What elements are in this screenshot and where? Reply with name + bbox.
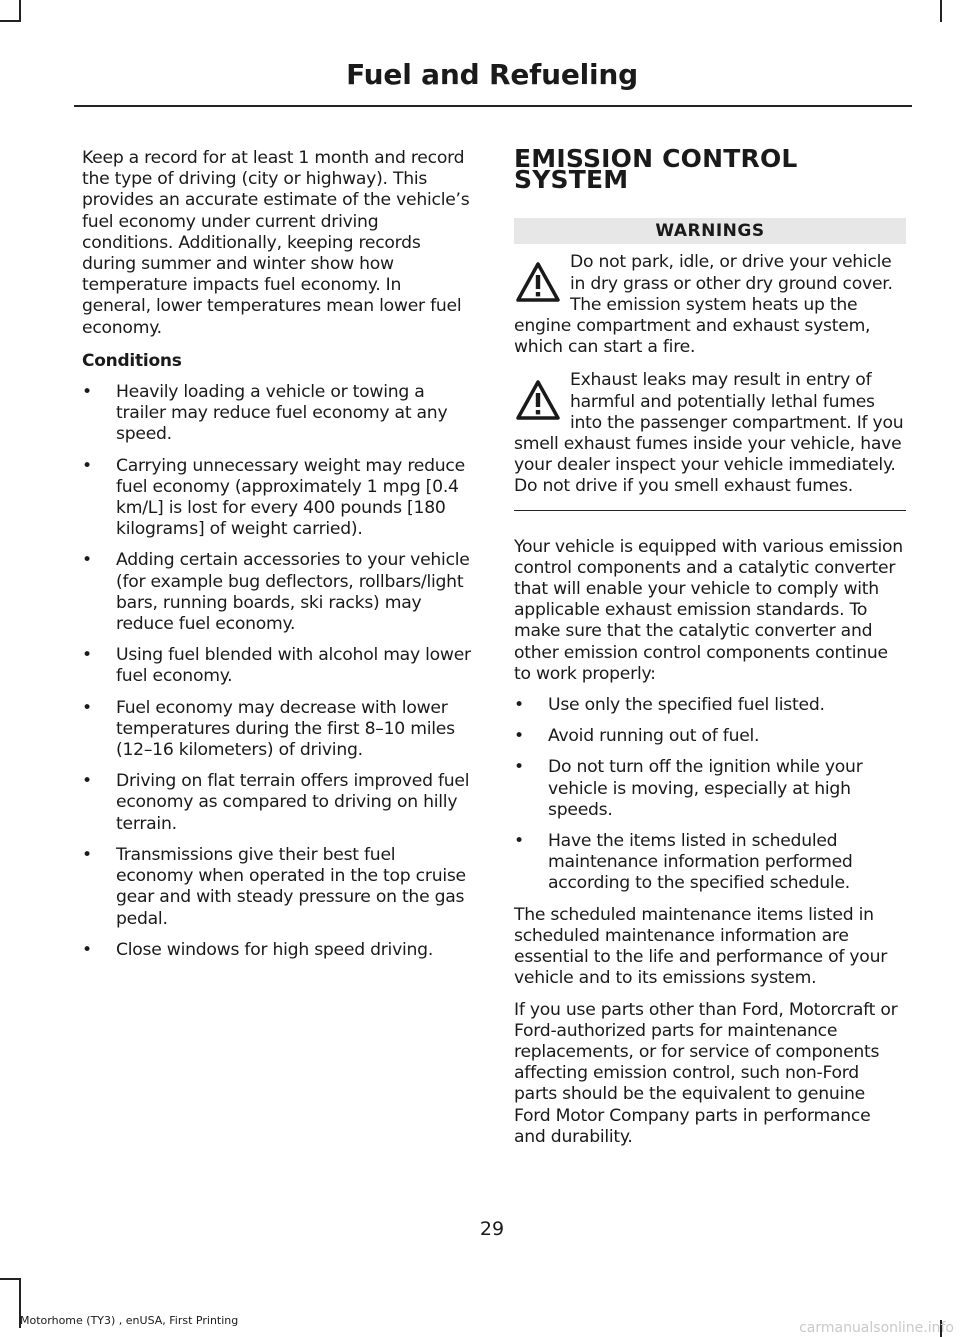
list-item: • Fuel economy may decrease with lower temperatures during the first 8–10 miles (12–16 kilometers) of driving. xyxy=(82,697,455,761)
bullet: • xyxy=(82,697,92,718)
bullet: • xyxy=(514,726,524,747)
bullet: • xyxy=(514,757,524,778)
warnings-divider xyxy=(514,510,906,511)
left-column xyxy=(82,148,474,971)
conditions-list xyxy=(82,382,474,961)
crop-mark-top-right xyxy=(940,0,942,22)
bullet: • xyxy=(82,550,92,571)
warning-text: Do not park, idle, or drive your vehicle in dry grass or other dry ground cover. The emission system heats up the engine compartment and exhaust system, which can start a fire. xyxy=(514,252,893,358)
bullet: • xyxy=(82,455,92,476)
footer-text: Motorhome (TY3) , enUSA, First Printing xyxy=(20,1314,239,1327)
page-number: 29 xyxy=(479,1218,505,1240)
warning-triangle-icon xyxy=(514,376,562,424)
bullet: • xyxy=(82,382,92,403)
bullet: • xyxy=(82,939,92,960)
crop-mark-bottom-left-h xyxy=(0,1278,21,1280)
bullet: • xyxy=(82,645,92,666)
emission-list xyxy=(514,695,906,895)
warning-triangle-icon xyxy=(514,258,562,306)
list-item: • Close windows for high speed driving. xyxy=(82,939,434,960)
conditions-heading: Conditions xyxy=(82,350,182,371)
list-item: • Have the items listed in scheduled maintenance information performed according to the specified schedule. xyxy=(514,831,853,894)
warning-block xyxy=(514,370,906,497)
list-item: • Heavily loading a vehicle or towing a trailer may reduce fuel economy at any speed. xyxy=(82,382,448,445)
watermark: carmanualsonline.info xyxy=(799,1320,954,1336)
bullet: • xyxy=(514,831,524,852)
right-column xyxy=(514,144,906,1158)
list-item: • Do not turn off the ignition while your vehicle is moving, especially at high speeds. xyxy=(514,757,863,820)
bullet: • xyxy=(82,771,92,792)
bullet: • xyxy=(82,844,92,865)
list-item: • Carrying unnecessary weight may reduce fuel economy (approximately 1 mpg [0.4 km/L] is lost for every 400 pounds [180 kilograms] of weight carried). xyxy=(82,455,465,540)
parts-paragraph: If you use parts other than Ford, Motorcraft or Ford-authorized parts for maintenance replacements, or for service of components affecting emission control, such non-Ford parts should be the equivalent to genuine Ford Motor Company parts in performance and durability. xyxy=(514,999,898,1147)
section-title: EMISSION CONTROL SYSTEM xyxy=(514,144,798,195)
warning-text: Exhaust leaks may result in entry of harmful and potentially lethal fumes into the passenger compartment. If you smell exhaust fumes inside your vehicle, have your dealer inspect your vehicle immediately. Do not drive if you smell exhaust fumes. xyxy=(514,370,904,497)
intro-paragraph: Keep a record for at least 1 month and record the type of driving (city or highway). This provides an accurate estimate of the vehicle’s fuel economy under current driving conditions. Additionally, keeping records during summer and winter show how temperature impacts fuel economy. In general, lower temperatures mean lower fuel economy. xyxy=(82,148,470,338)
list-item: • Adding certain accessories to your vehicle (for example bug deflectors, rollbars/light bars, running boards, ski racks) may reduce fuel economy. xyxy=(82,550,470,635)
bullet: • xyxy=(514,695,524,716)
header-divider xyxy=(74,105,912,107)
warning-block xyxy=(514,252,906,358)
list-item: • Use only the specified fuel listed. xyxy=(514,695,825,716)
list-item: • Using fuel blended with alcohol may lower fuel economy. xyxy=(82,645,471,687)
list-item: • Driving on flat terrain offers improved fuel economy as compared to driving on hilly terrain. xyxy=(82,771,470,834)
maintenance-paragraph: The scheduled maintenance items listed in scheduled maintenance information are essential to the life and performance of your vehicle and to its emissions system. xyxy=(514,904,888,989)
crop-mark-top-left-v xyxy=(19,0,21,22)
crop-mark-top-left-h xyxy=(0,20,21,22)
emission-paragraph: Your vehicle is equipped with various emission control components and a catalytic converter that will enable your vehicle to comply with applicable exhaust emission standards. To make sure that the catalytic converter and other emission control components continue to work properly: xyxy=(514,536,903,684)
page-header-title: Fuel and Refueling xyxy=(346,58,638,91)
list-item: • Transmissions give their best fuel economy when operated in the top cruise gear and with steady pressure on the gas pedal. xyxy=(82,844,466,929)
warnings-heading: WARNINGS xyxy=(514,218,906,244)
list-item: • Avoid running out of fuel. xyxy=(514,726,760,747)
